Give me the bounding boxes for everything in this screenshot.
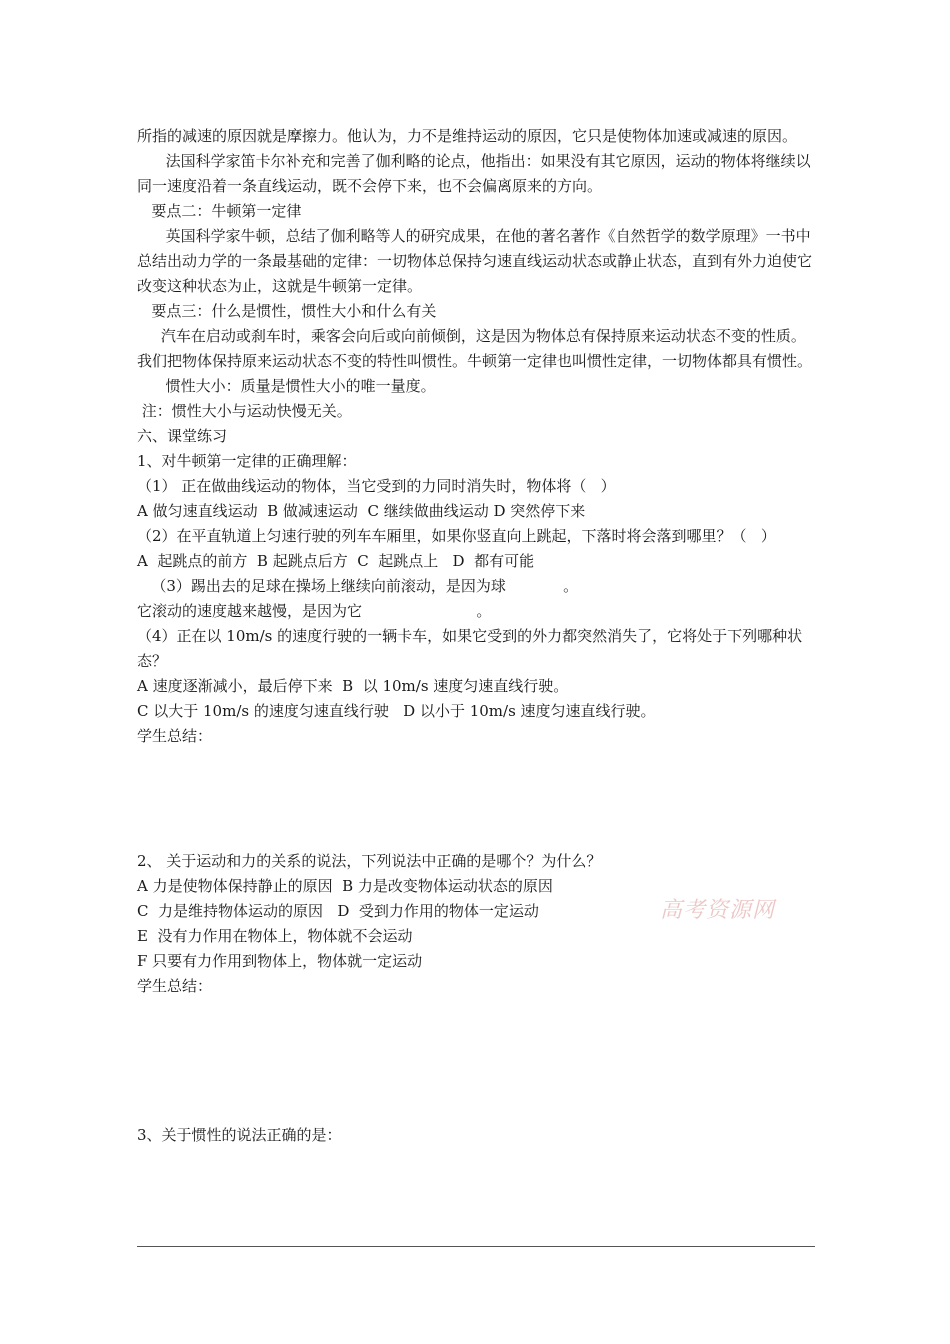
watermark-stamp: 高考资源网	[660, 898, 776, 923]
paragraph: （3）踢出去的足球在操场上继续向前滚动，是因为球 。	[137, 577, 579, 595]
blank-answer-space	[137, 749, 815, 849]
paragraph: 它滚动的速度越来越慢，是因为它 。	[137, 602, 492, 620]
paragraph: 学生总结：	[137, 727, 213, 745]
section-main-text	[137, 124, 815, 749]
paragraph: 汽车在启动或刹车时，乘客会向后或向前倾倒，这是因为物体总有保持原来运动状态不变的性质。我们把物体保持原来运动状态不变的特性叫惯性。牛顿第一定律也叫惯性定律，一切物体都具有惯性。	[137, 327, 813, 370]
paragraph: 惯性大小：质量是惯性大小的唯一量度。	[137, 377, 436, 395]
section-exercise-2	[137, 849, 815, 999]
footer-divider	[137, 1246, 815, 1247]
paragraph: A 起跳点的前方 B 起跳点后方 C 起跳点上 D 都有可能	[137, 552, 535, 570]
paragraph: 学生总结：	[137, 977, 213, 995]
blank-answer-space	[137, 999, 815, 1123]
paragraph: 法国科学家笛卡尔补充和完善了伽利略的论点，他指出：如果没有其它原因，运动的物体将继续以同一速度沿着一条直线运动，既不会停下来，也不会偏离原来的方向。	[137, 152, 811, 195]
document-body	[137, 124, 815, 1148]
paragraph: （4）正在以 10m/s 的速度行驶的一辆卡车，如果它受到的外力都突然消失了，它将处于下列哪种状态？	[137, 627, 803, 670]
paragraph: C 以大于 10m/s 的速度匀速直线行驶 D 以小于 10m/s 速度匀速直线行驶。	[137, 702, 656, 720]
paragraph: A 做匀速直线运动 B 做减速运动 C 继续做曲线运动 D 突然停下来	[137, 502, 586, 520]
section-exercise-3	[137, 1123, 815, 1148]
paragraph: A 速度逐渐减小，最后停下来 B 以 10m/s 速度匀速直线行驶。	[137, 677, 569, 695]
paragraph: 英国科学家牛顿，总结了伽利略等人的研究成果，在他的著名著作《自然哲学的数学原理》一书中总结出动力学的一条最基础的定律：一切物体总保持匀速直线运动状态或静止状态，直到有外力迫使它改变这种状态为止，这就是牛顿第一定律。	[137, 227, 813, 295]
paragraph: 要点三：什么是惯性，惯性大小和什么有关	[137, 302, 437, 320]
paragraph: A 力是使物体保持静止的原因 B 力是改变物体运动状态的原因	[137, 877, 553, 895]
paragraph: 所指的减速的原因就是摩擦力。他认为，力不是维持运动的原因，它只是使物体加速或减速的原因。	[137, 127, 798, 145]
paragraph: E 没有力作用在物体上，物体就不会运动	[137, 927, 413, 945]
paragraph: F 只要有力作用到物体上，物体就一定运动	[137, 952, 423, 970]
paragraph: 2、 关于运动和力的关系的说法，下列说法中正确的是哪个？为什么？	[137, 852, 602, 870]
paragraph: C 力是维持物体运动的原因 D 受到力作用的物体一定运动	[137, 902, 539, 920]
paragraph: 1、对牛顿第一定律的正确理解：	[137, 452, 357, 470]
paragraph: 六、课堂练习	[137, 427, 228, 445]
paragraph: （1） 正在做曲线运动的物体，当它受到的力同时消失时，物体将（ ）	[137, 477, 616, 495]
paragraph: 注：惯性大小与运动快慢无关。	[137, 402, 352, 420]
paragraph: 要点二：牛顿第一定律	[137, 202, 302, 220]
paragraph: 3、关于惯性的说法正确的是：	[137, 1126, 342, 1144]
paragraph: （2）在平直轨道上匀速行驶的列车车厢里，如果你竖直向上跳起，下落时将会落到哪里？（ ）	[137, 527, 776, 545]
